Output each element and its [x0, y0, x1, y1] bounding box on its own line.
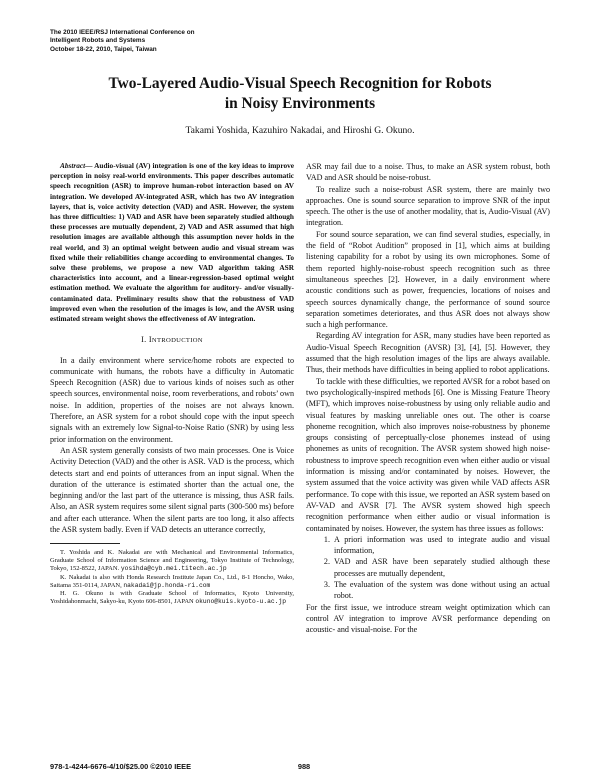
- footnote-email[interactable]: nakadai@jp.honda-ri.com: [123, 581, 211, 589]
- paragraph: To tackle with these difficulties, we reported AVSR for a robot based on two psychologically-inspired methods [6]. One is Missing Feature Theory (MFT), which improves noise-robustness by using only reliable audio and visual features by masking unreliable ones out. The other is coarse phoneme recognition, which also improves noise-robustness by phoneme groups consisting of perceptually-close phonemes instead of using phonemes as units of recognition. The AVSR system showed high noise-robustness to improve speech recognition even when either audio or visual information is missing and/or contaminated by noises. However, the system assumed that the voice activity was given while VAD affects ASR performance. To cope with this issue, we reported an ASR system based on AV-VAD and AVSR [7]. The AVSR system showed high speech recognition performance when either audio or visual information is contaminated by noises. However, the system has three issues as follows:: [306, 376, 550, 533]
- conference-line: The 2010 IEEE/RSJ International Conference on: [50, 29, 195, 36]
- list-item: 1. A priori information was used to integrate audio and visual information,: [332, 534, 550, 557]
- footnote-email[interactable]: okuno@kuis.kyoto-u.ac.jp: [195, 597, 287, 605]
- paper-title: [60, 74, 540, 114]
- author-list: Takami Yoshida, Kazuhiro Nakadai, and Hiroshi G. Okuno.: [185, 125, 415, 136]
- paragraph: To realize such a noise-robust ASR system, there are mainly two approaches. One is sound source separation to improve SNR of the input speech. The other is the use of another modality, that is, Audio-Visual (AV) integration.: [306, 184, 550, 228]
- footnote-text: K. Nakadai is also with Honda Research Institute Japan Co., Ltd., 8-1 Honcho, Wako, Saitama 351-0114, JAPAN,: [50, 573, 294, 589]
- footnote-divider: [50, 543, 120, 544]
- page-number: 988: [297, 762, 311, 771]
- paragraph: ASR may fail due to a noise. Thus, to make an ASR system robust, both VAD and ASR should be noise-robust.: [306, 162, 550, 183]
- section-title-rest: NTRODUCTION: [151, 337, 203, 345]
- paragraph: Regarding AV integration for ASR, many studies have been reported as Audio-Visual Speech Recognition (AVSR) [3], [4], [5]. However, they assumed that the high resolution images of the lips are always available. Thus, their methods have difficulties in being applied to robot applications.: [306, 331, 550, 375]
- isbn-copyright: 978-1-4244-6676-4/10/$25.00 ©2010 IEEE: [50, 762, 192, 771]
- section-numeral: I.: [141, 335, 147, 345]
- right-column: [306, 161, 550, 635]
- title-line: in Noisy Environments: [224, 95, 376, 112]
- list-item: 3. The evaluation of the system was done without using an actual robot.: [332, 579, 550, 602]
- list-item: 2. VAD and ASR have been separately studied although these processes are mutually dependent,: [332, 556, 550, 579]
- conference-line: Intelligent Robots and Systems: [50, 37, 146, 45]
- title-line: Two-Layered Audio-Visual Speech Recognition for Robots: [108, 75, 492, 92]
- footnote: [50, 590, 294, 606]
- abstract: [50, 161, 294, 324]
- footnote-text: T. Yoshida and K. Nakadai are with Mechanical and Environmental Informatics, Graduate School of Information Science and Engineering, Tokyo Institute of Technology, Tokyo, 152-8522, JAPAN.: [50, 549, 294, 573]
- issue-list: [306, 534, 550, 602]
- abstract-text: — Audio-visual (AV) integration is one of the key ideas to improve perception in noisy real-world environments. This paper describes automatic speech recognition (ASR) to improve human-robot interaction based on AV integration. We developed AV-integrated ASR, which has two AV integration layers, that is, voice activity detection (VAD) and ASR. However, the system has three difficulties: 1) VAD and ASR have been separately studied although these processes are mutually dependent, 2) VAD and ASR assumed that high resolution images are available although this assumption never holds in the real world, and 3) an optimal weight between audio and visual stream was fixed while their reliabilities change according to environmental changes. To solve these problems, we propose a new VAD algorithm taking ASR characteristics into account, and a linear-regression-based optimal weight estimation method. We evaluate the algorithm for auditory- and/or visually-contaminated data. Preliminary results show that the robustness of VAD improved even when the resolution of the images is low, and the AVSR using estimated stream weight shows the effectiveness of AV integration.: [50, 161, 294, 324]
- footnote: [50, 549, 294, 573]
- abstract-label: Abstract: [60, 161, 86, 170]
- section-heading-introduction: [50, 334, 294, 346]
- footnote-text: H. G. Okuno is with Graduate School of Informatics, Kyoto University, Yoshidahonmachi, Sakyo-ku, Kyoto 606-8501, JAPAN: [50, 589, 294, 605]
- conference-line: October 18-22, 2010, Taipei, Taiwan: [50, 45, 157, 53]
- left-column: [50, 161, 294, 606]
- conference-header: [50, 29, 350, 54]
- footnote: [50, 574, 294, 590]
- footnote-email[interactable]: yosihda@cyb.mei.titech.ac.jp: [120, 565, 227, 573]
- paragraph: An ASR system generally consists of two main processes. One is Voice Activity Detection (VAD) and the other is ASR. VAD is the process, which detects start and end points of utterances from an input signal. When the duration of the utterance is estimated shorter than the actual one, the beginning and/or the last part of the utterance is missing, thus ASR fails. Also, an ASR system requires some silent signal parts (300-500 ms) before and after each utterance. When the silent parts are too long, it also affects the ASR system badly. Even if VAD detects an utterance correctly,: [50, 445, 294, 534]
- paragraph: For the first issue, we introduce stream weight optimization which can control AV integration to improve AVSR performance depending on acoustic- and visual-noise. For the: [306, 602, 550, 635]
- paragraph: In a daily environment where service/home robots are expected to communicate with humans, the robots have a difficulty in Automatic Speech Recognition (ASR) due to various kinds of noises such as other speech sources, environmental noise, room reverberations, and robots’ own noise. In addition, properties of the noises are not always known. Therefore, an ASR system for a robot should cope with the input speech signals with an extremely low Signal-to-Noise Ratio (SNR) by using less prior information on the environment.: [50, 355, 294, 444]
- paragraph: For sound source separation, we can find several studies, especially, in the field of “Robot Audition” proposed in [1], which aims at building listening capability for a robot by using its own microphones. Some of them reported highly-noise-robust speech recognition such as three simultaneous speeches [2]. However, in a daily environment where acoustic conditions such as power, frequencies, locations of noises and speech sources dynamically change, the performance of sound source separation sometimes deteriorates, and thus ASR does not always show such a high performance.: [306, 229, 550, 330]
- section-title-cap: I: [148, 335, 152, 345]
